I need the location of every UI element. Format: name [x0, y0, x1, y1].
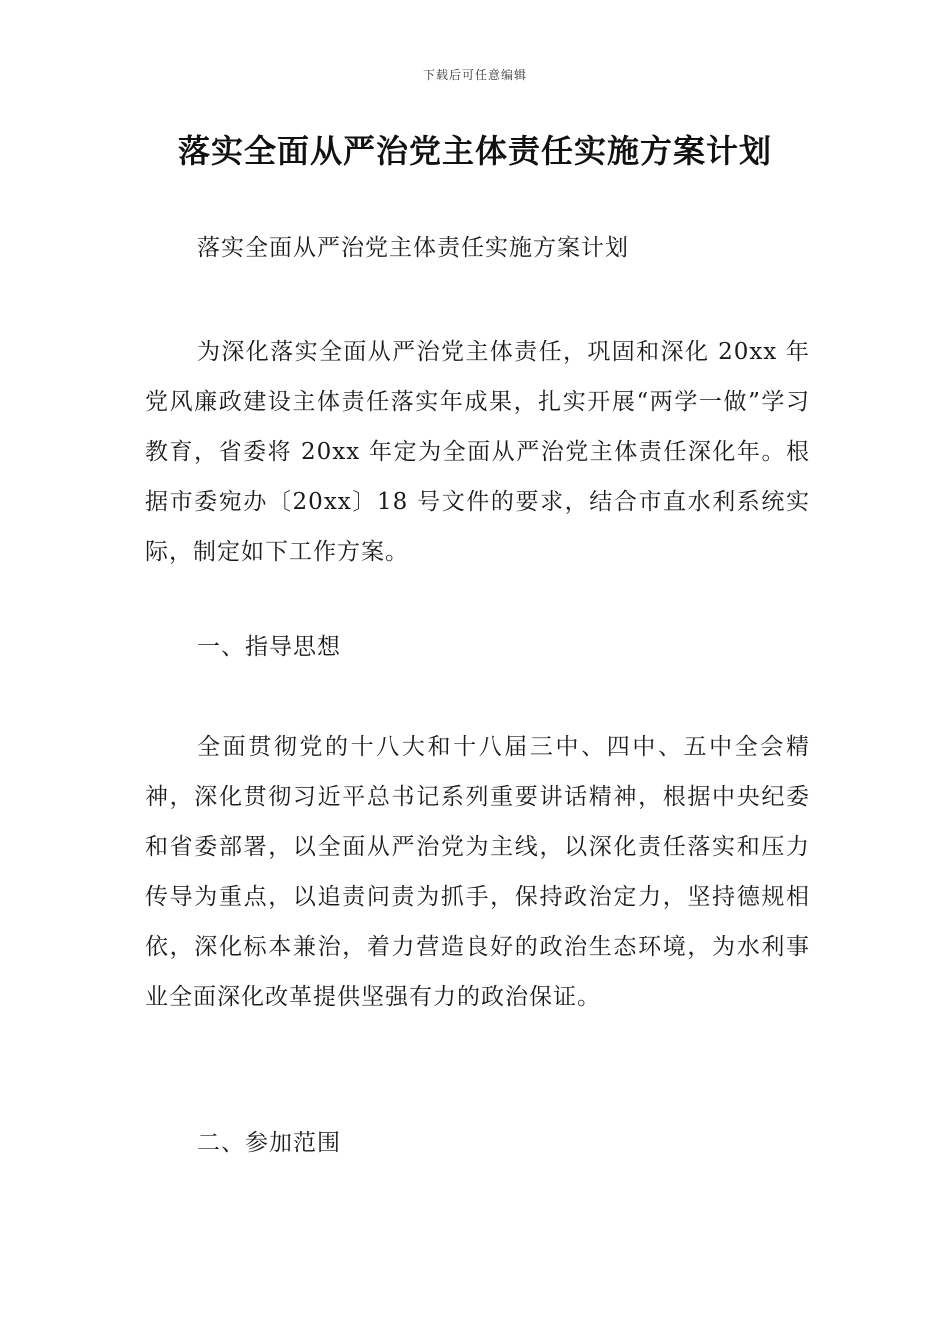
- document-title: 落实全面从严治党主体责任实施方案计划: [177, 132, 772, 170]
- header-note: 下载后可任意编辑: [422, 68, 527, 82]
- document-subtitle: 落实全面从严治党主体责任实施方案计划: [197, 235, 629, 261]
- paragraph-guiding-ideology: 全面贯彻党的十八大和十八届三中、四中、五中全会精神，深化贯彻习近平总书记系列重要讲话精神，根据中央纪委和省委部署，以全面从严治党为主线，以深化责任落实和压力传导为重点，以追责问责为抓手，保持政治定力，坚持德规相依，深化标本兼治，着力营造良好的政治生态环境，为水利事业全面深化改革提供坚强有力的政治保证。: [145, 734, 810, 1010]
- section-heading-scope: 二、参加范围: [197, 1130, 341, 1156]
- paragraph-intro: 为深化落实全面从严治党主体责任，巩固和深化 20xx 年党风廉政建设主体责任落实年成果，扎实开展“两学一做”学习教育，省委将 20xx 年定为全面从严治党主体责任深化年。根据市委宛办〔20xx〕18 号文件的要求，结合市直水利系统实际，制定如下工作方案。: [145, 339, 810, 565]
- section-heading-guiding-ideology: 一、指导思想: [197, 634, 341, 660]
